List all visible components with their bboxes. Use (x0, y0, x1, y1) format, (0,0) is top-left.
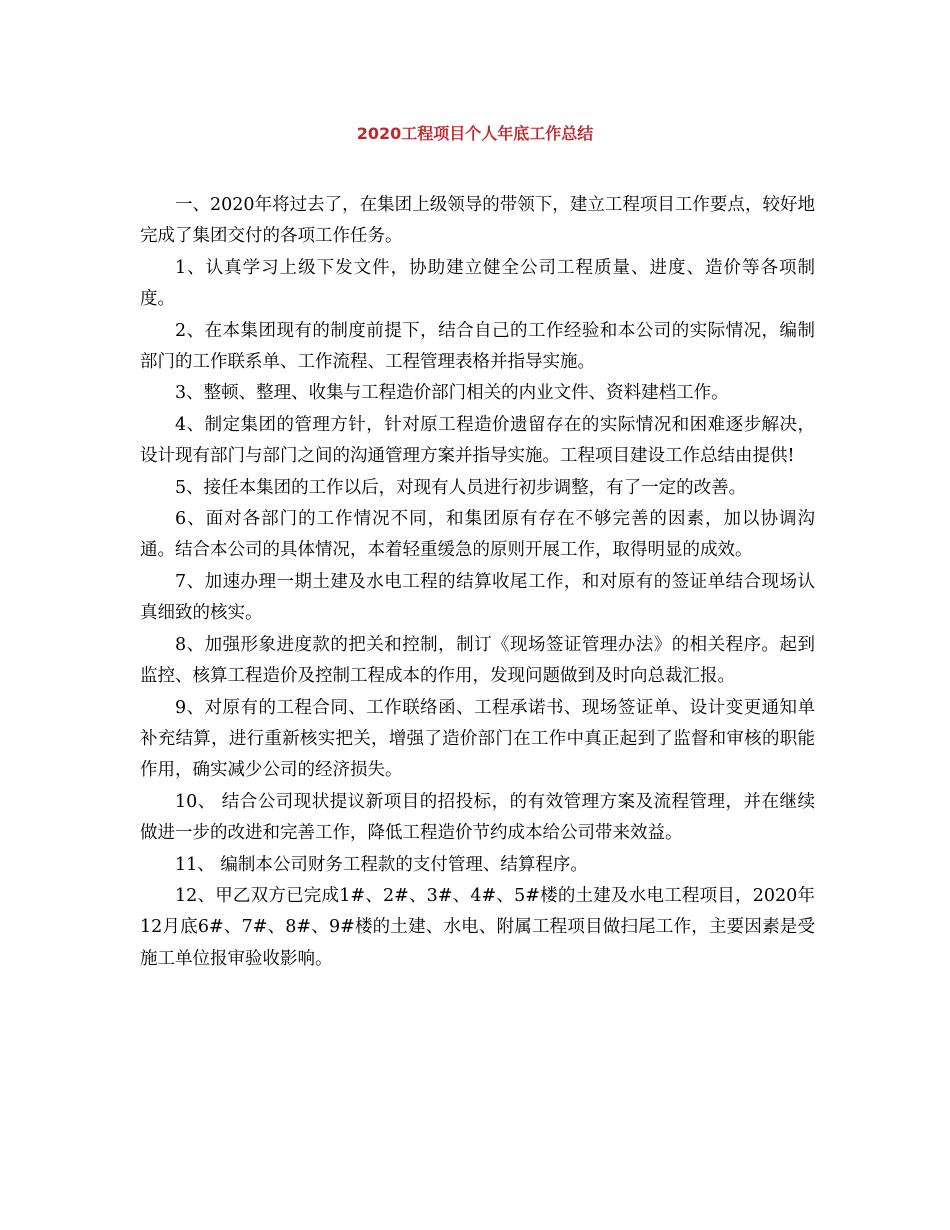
paragraph-item-2: 2、在本集团现有的制度前提下，结合自己的工作经验和本公司的实际情况，编制部门的工作联系单、工作流程、工程管理表格并指导实施。 (140, 320, 815, 373)
paragraph-item-5: 5、接任本集团的工作以后，对现有人员进行初步调整，有了一定的改善。 (175, 477, 747, 498)
paragraph-item-9: 9、对原有的工程合同、工作联络函、工程承诺书、现场签证单、设计变更通知单补充结算，进行重新核实把关，增强了造价部门在工作中真正起到了监督和审核的职能作用，确实减少公司的经济损失。 (140, 697, 815, 781)
paragraph-item-11: 11、 编制本公司财务工程款的支付管理、结算程序。 (175, 854, 588, 875)
document-title: 2020工程项目个人年底工作总结 (356, 124, 594, 143)
paragraph-item-1: 1、认真学习上级下发文件，协助建立健全公司工程质量、进度、造价等各项制度。 (140, 257, 815, 310)
paragraph-item-8: 8、加强形象进度款的把关和控制，制订《现场签证管理办法》的相关程序。起到监控、核算工程造价及控制工程成本的作用，发现问题做到及时向总裁汇报。 (140, 634, 815, 687)
paragraph-item-10: 10、 结合公司现状提议新项目的招投标，的有效管理方案及流程管理，并在继续做进一步的改进和完善工作，降低工程造价节约成本给公司带来效益。 (140, 791, 815, 844)
paragraph-item-6: 6、面对各部门的工作情况不同，和集团原有存在不够完善的因素，加以协调沟通。结合本公司的具体情况，本着轻重缓急的原则开展工作，取得明显的成效。 (140, 509, 815, 561)
paragraph-item-4: 4、制定集团的管理方针，针对原工程造价遗留存在的实际情况和困难逐步解决，设计现有部门与部门之间的沟通管理方案并指导实施。工程项目建设工作总结由提供! (140, 414, 815, 467)
document-body (140, 190, 815, 975)
paragraph-item-7: 7、加速办理一期土建及水电工程的结算收尾工作，和对原有的签证单结合现场认真细致的核实。 (140, 571, 815, 624)
paragraph-intro: 一、2020年将过去了，在集团上级领导的带领下，建立工程项目工作要点，较好地完成了集团交付的各项工作任务。 (140, 195, 815, 247)
paragraph-item-3: 3、整顿、整理、收集与工程造价部门相关的内业文件、资料建档工作。 (175, 383, 729, 404)
paragraph-item-12: 12、甲乙双方已完成1#、2#、3#、4#、5#楼的土建及水电工程项目，2020年12月底6#、7#、8#、9#楼的土建、水电、附属工程项目做扫尾工作，主要因素是受施工单位报审验收影响。 (140, 885, 815, 969)
